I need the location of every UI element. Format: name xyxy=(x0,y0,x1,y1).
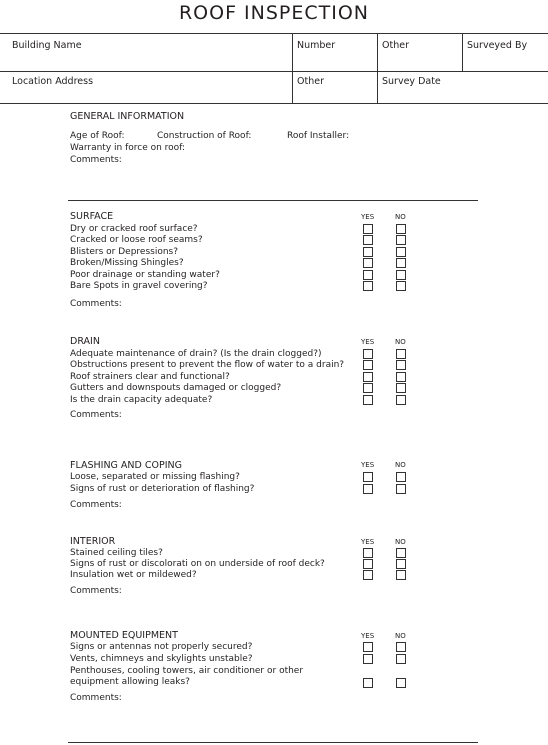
section-title-drain: DRAIN xyxy=(70,336,100,347)
building-name-field[interactable]: Building Name xyxy=(12,40,82,51)
checklist-item: Stained ceiling tiles? xyxy=(70,548,163,558)
yes-header: YES xyxy=(361,538,375,546)
yes-checkbox[interactable] xyxy=(363,235,373,245)
header-bottom-border xyxy=(0,103,548,104)
yes-checkbox[interactable] xyxy=(363,570,373,580)
section-title-flashing: FLASHING AND COPING xyxy=(70,460,182,471)
no-checkbox[interactable] xyxy=(396,559,406,569)
checklist-item: Blisters or Depressions? xyxy=(70,247,179,257)
checklist-item: Vents, chimneys and skylights unstable? xyxy=(70,654,253,664)
yes-checkbox[interactable] xyxy=(363,484,373,494)
header-divider xyxy=(462,33,463,71)
no-checkbox[interactable] xyxy=(396,395,406,405)
yes-checkbox[interactable] xyxy=(363,548,373,558)
warranty-field[interactable]: Warranty in force on roof: xyxy=(70,143,186,153)
section-title-equipment: MOUNTED EQUIPMENT xyxy=(70,630,178,641)
form-title: ROOF INSPECTION xyxy=(178,2,370,24)
checklist-item: Roof strainers clear and functional? xyxy=(70,372,230,382)
header-middle-border xyxy=(0,71,548,72)
yes-checkbox[interactable] xyxy=(363,678,373,688)
yes-checkbox[interactable] xyxy=(363,258,373,268)
no-header: NO xyxy=(395,632,406,640)
yes-checkbox[interactable] xyxy=(363,281,373,291)
no-checkbox[interactable] xyxy=(396,258,406,268)
no-checkbox[interactable] xyxy=(396,224,406,234)
other-field[interactable]: Other xyxy=(382,40,409,51)
no-checkbox[interactable] xyxy=(396,654,406,664)
checklist-item: Signs of rust or deterioration of flashing? xyxy=(70,484,255,494)
comments-label: Comments: xyxy=(70,155,122,165)
no-checkbox[interactable] xyxy=(396,548,406,558)
other-field[interactable]: Other xyxy=(297,76,324,87)
checklist-item: Penthouses, cooling towers, air conditioner or other xyxy=(70,666,304,676)
no-checkbox[interactable] xyxy=(396,372,406,382)
location-address-field[interactable]: Location Address xyxy=(12,76,94,87)
yes-header: YES xyxy=(361,632,375,640)
header-divider xyxy=(377,33,378,103)
yes-checkbox[interactable] xyxy=(363,395,373,405)
no-header: NO xyxy=(395,461,406,469)
header-divider xyxy=(292,33,293,103)
no-checkbox[interactable] xyxy=(396,472,406,482)
no-header: NO xyxy=(395,338,406,346)
no-checkbox[interactable] xyxy=(396,247,406,257)
checklist-item: Is the drain capacity adequate? xyxy=(70,395,213,405)
yes-checkbox[interactable] xyxy=(363,559,373,569)
no-header: NO xyxy=(395,538,406,546)
checklist-item: Insulation wet or mildewed? xyxy=(70,570,197,580)
checklist-item: Adequate maintenance of drain? (Is the drain clogged?) xyxy=(70,349,322,359)
checklist-item: Cracked or loose roof seams? xyxy=(70,235,203,245)
yes-checkbox[interactable] xyxy=(363,642,373,652)
yes-checkbox[interactable] xyxy=(363,654,373,664)
checklist-item: Loose, separated or missing flashing? xyxy=(70,472,240,482)
survey-date-field[interactable]: Survey Date xyxy=(382,76,441,87)
checklist-item: Poor drainage or standing water? xyxy=(70,270,220,280)
no-checkbox[interactable] xyxy=(396,270,406,280)
no-checkbox[interactable] xyxy=(396,383,406,393)
construction-field[interactable]: Construction of Roof: xyxy=(157,131,252,141)
no-checkbox[interactable] xyxy=(396,281,406,291)
yes-header: YES xyxy=(361,461,375,469)
section-title-surface: SURFACE xyxy=(70,211,114,222)
comments-label: Comments: xyxy=(70,410,122,420)
checklist-item: Signs or antennas not properly secured? xyxy=(70,642,253,652)
section-divider xyxy=(68,200,478,201)
checklist-item: Broken/Missing Shingles? xyxy=(70,258,184,268)
comments-label: Comments: xyxy=(70,693,122,703)
yes-header: YES xyxy=(361,338,375,346)
checklist-item: equipment allowing leaks? xyxy=(70,677,190,687)
comments-label: Comments: xyxy=(70,586,122,596)
comments-label: Comments: xyxy=(70,500,122,510)
checklist-item: Bare Spots in gravel covering? xyxy=(70,281,208,291)
yes-checkbox[interactable] xyxy=(363,383,373,393)
no-header: NO xyxy=(395,213,406,221)
yes-checkbox[interactable] xyxy=(363,270,373,280)
no-checkbox[interactable] xyxy=(396,570,406,580)
checklist-item: Signs of rust or discolorati on on underside of roof deck? xyxy=(70,559,325,569)
yes-checkbox[interactable] xyxy=(363,472,373,482)
header-top-border xyxy=(0,33,548,34)
comments-label: Comments: xyxy=(70,299,122,309)
checklist-item: Gutters and downspouts damaged or clogged? xyxy=(70,383,282,393)
no-checkbox[interactable] xyxy=(396,678,406,688)
yes-checkbox[interactable] xyxy=(363,372,373,382)
yes-checkbox[interactable] xyxy=(363,224,373,234)
yes-header: YES xyxy=(361,213,375,221)
section-title-general: GENERAL INFORMATION xyxy=(70,111,185,122)
section-title-interior: INTERIOR xyxy=(70,536,116,547)
surveyed-by-field[interactable]: Surveyed By xyxy=(467,40,528,51)
installer-field[interactable]: Roof Installer: xyxy=(287,131,350,141)
no-checkbox[interactable] xyxy=(396,349,406,359)
checklist-item: Obstructions present to prevent the flow of water to a drain? xyxy=(70,360,345,370)
checklist-item: Dry or cracked roof surface? xyxy=(70,224,198,234)
no-checkbox[interactable] xyxy=(396,642,406,652)
yes-checkbox[interactable] xyxy=(363,247,373,257)
yes-checkbox[interactable] xyxy=(363,360,373,370)
yes-checkbox[interactable] xyxy=(363,349,373,359)
no-checkbox[interactable] xyxy=(396,484,406,494)
no-checkbox[interactable] xyxy=(396,235,406,245)
age-of-roof-field[interactable]: Age of Roof: xyxy=(70,131,125,141)
section-divider xyxy=(68,742,478,743)
number-field[interactable]: Number xyxy=(297,40,336,51)
no-checkbox[interactable] xyxy=(396,360,406,370)
